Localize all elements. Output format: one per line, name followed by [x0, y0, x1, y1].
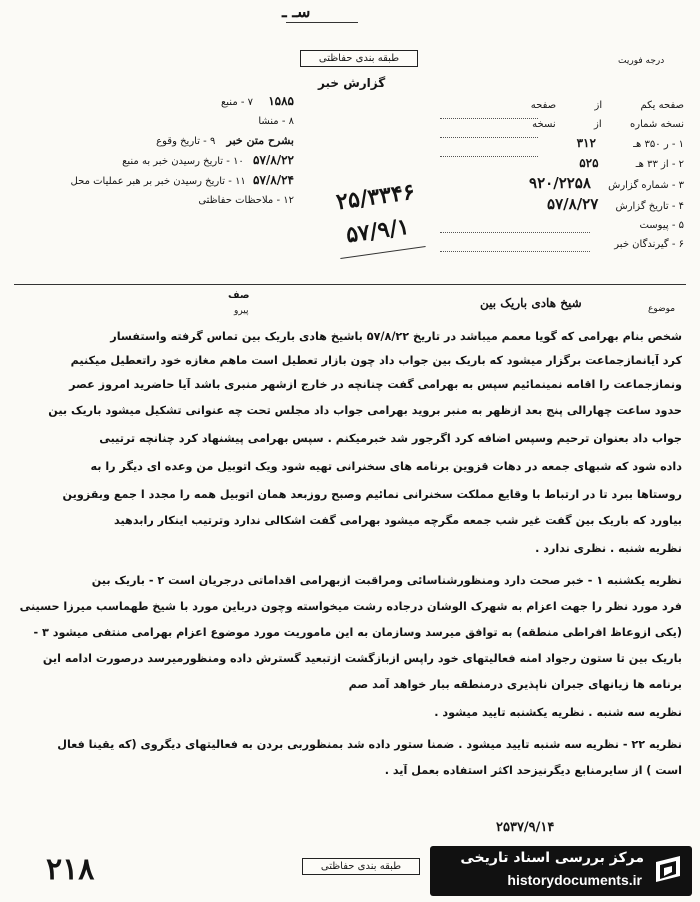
left-field-value: ۵۷/۸/۲۴ [253, 173, 294, 187]
left-field-protection-notes [14, 191, 294, 210]
body-line: روستاها ببرد تا در ارتباط با وقایع مملکت سخنرانی نمائیم وصبح روزبعد همان اتوبیل همه را مجدد ا جمع وبقزوین [62, 488, 682, 501]
right-field-value: ۹۲۰/۲۲۵۸ [529, 174, 591, 192]
left-field-date-to-source [14, 151, 294, 171]
opinion-line: نظریه یکشنبه ۱ - خبر صحت دارد ومنظورشناسائی ومراقبت ازبهرامی اقداماتی درجریان است ۲ - باریک بین [91, 574, 682, 587]
opinion-line: (یکی ازوعاظ افراطی منطقه) به توافق میرسد وسازمان به این ماموریت مورد موضوع اعزام بهرامی منتفی میشود ۳ - [33, 626, 682, 639]
right-field-label: ۶ - گیرندگان خبر [614, 239, 684, 250]
left-field-value: بشرح متن خبر [226, 134, 294, 147]
left-field-label: ۱۱ - تاریخ رسیدن خبر بر هبر عملیات محل [70, 176, 246, 187]
archive-logo-url: historydocuments.ir [507, 872, 642, 888]
subject-value: شیخ هادی باریک بین [480, 296, 582, 310]
left-field-origin [14, 112, 294, 131]
opinion-line: باریک بین تا ستون رجواد امنه فعالیتهای خود راپس ازبازگشت ازتبعید گسترش داده ومنظورمیرسد درصورت ادامه این [42, 652, 682, 665]
page-number: ۲۱۸ [46, 852, 95, 887]
left-field-value: ۱۵۸۵ [268, 94, 294, 108]
right-guide-line [440, 232, 590, 233]
right-fields [448, 96, 684, 254]
right-field-value: ۵۲۵ [579, 156, 599, 170]
opinion-line: برنامه ها زیانهای جبران ناپذیری درمنطقه ببار خواهد آمد صم [348, 678, 682, 691]
classification-top-stamp: طبقه بندی حفاظتی [300, 50, 418, 67]
center-stamp-number: ۲۵/۳۳۴۶ [334, 178, 417, 216]
center-stamp-underline [340, 246, 425, 259]
archive-logo-icon [650, 852, 686, 888]
right-field-mid: از [594, 100, 603, 111]
right-field-value: ۵۷/۸/۲۷ [547, 195, 599, 213]
top-scribble-line [286, 22, 358, 23]
archive-logo-band [430, 846, 692, 896]
opinion-line: نظریه ۲۲ - نظریه سه شنبه تایید میشود . ضمنا ستور داده شد بمنظوربی بردن به فعالیتهای دیگروی (که یقینا فعال [57, 738, 682, 751]
left-fields [14, 92, 294, 210]
footer-date-stamp: ۲۵۳۷/۹/۱۴ [496, 820, 555, 835]
right-field-2 [448, 154, 684, 174]
right-field-label: ۳ - شماره گزارش [608, 180, 684, 191]
form-title: گزارش خبر [318, 76, 386, 90]
body-line: داده شود که شبهای جمعه در دهات قزوین برنامه های سخنرانی تهیه شود ویک اتوبیل من وعده ای دیگر را به [90, 460, 682, 473]
body-line: نظریه شنبه . نظری ندارد . [535, 542, 682, 555]
body-line: کرد آیانمازجماعت برگزار میشود که باریک بین جواب داد چون بازار تعطیل است ماهم مغازه خود راتعطیل میکنیم [70, 354, 682, 367]
right-guide-line [440, 118, 538, 119]
right-guide-line [440, 156, 538, 157]
subject-side-note: صف [228, 290, 250, 301]
right-guide-line [440, 251, 590, 252]
left-field-label: ۹ - تاریخ وقوع [156, 136, 216, 147]
right-field-label: ۱ - ر ۳۵۰ هـ [633, 139, 684, 150]
body-line: بیاورد که باریک بین گفت غیر شب جمعه مگرچه میشود بهرامی گفت اشکالی ندارد وترتیب اینکار رابدهید [114, 514, 682, 527]
right-field-end: نسخه [532, 119, 556, 130]
left-field-source [14, 92, 294, 112]
top-scribble: سـ ـ [282, 2, 311, 21]
body-line: حدود ساعت چهارالی پنج بعد ازظهر به منبر بروید بهرامی جواب داد مجلس تحت چه عنوانی تشکیل میشود باریک بین [48, 404, 682, 417]
opinion-line: نظریه سه شنبه . نظریه یکشنبه تایید میشود . [434, 706, 682, 719]
subject-label: موضوع [648, 304, 676, 314]
right-field-label: ۴ - تاریخ گزارش [615, 201, 684, 212]
right-field-report-number [448, 174, 684, 195]
center-stamp-date: ۵۷/۹/۱ [344, 213, 411, 249]
left-field-value: ۵۷/۸/۲۲ [253, 153, 294, 167]
left-field-label: ۱۲ - ملاحظات حفاظتی [198, 195, 294, 206]
opinion-line: است ) از سایرمنابع دیگرنیزحد اکثر استفاده بعمل آید . [384, 764, 682, 777]
classification-bottom-stamp: طبقه بندی حفاظتی [302, 858, 420, 875]
right-field-label: ۵ - پیوست [639, 220, 684, 231]
right-field-end: صفحه [530, 100, 557, 111]
opinion-line: فرد مورد نظر را جهت اعزام به شهرک الوشان درجاده رشت میخواسته وچون درباین مورد با شیخ طهماسب میرزا حسینی [19, 600, 682, 613]
body-line: ونمازجماعت را اقامه نمینمائیم سپس به بهرامی گفت چنانچه در خارج ازشهر منبری باشد آیا حاضرید امروز عصر [69, 378, 682, 391]
left-field-date-to-ops [14, 171, 294, 191]
subject-side-note: پیرو [234, 306, 249, 316]
right-field-mid: از [594, 119, 602, 130]
archive-logo-title: مرکز بررسی اسناد تاریخی [460, 850, 644, 866]
right-field-label: نسخه شماره [630, 119, 684, 130]
body-line: شخص بنام بهرامی که گویا معمم میباشد در تاریخ ۵۷/۸/۲۲ باشیخ هادی باریک بین تماس گرفته واستفسار [110, 330, 682, 343]
left-field-label: ۷ - منبع [220, 97, 254, 108]
degree-label: درجه فوریت [618, 56, 665, 66]
header-separator [14, 284, 686, 285]
left-field-label: ۱۰ - تاریخ رسیدن خبر به منبع [122, 156, 244, 167]
right-field-report-date [448, 195, 684, 216]
left-field-occurrence-date [14, 131, 294, 151]
left-field-label: ۸ - منشا [258, 116, 294, 127]
right-field-label: ۲ - از ۳۳ هـ [635, 159, 684, 170]
right-field-label: صفحه یکم [640, 100, 684, 111]
right-field-page [448, 96, 684, 115]
body-line: جواب داد بعنوان ترحیم وسپس اضافه کرد اگرجور شد خبرمیکنم . سپس بهرامی پیشنهاد کرد چنانچه ترتیبی [99, 432, 682, 445]
right-field-value: ۳۱۲ [576, 136, 596, 150]
right-guide-line [440, 137, 538, 138]
